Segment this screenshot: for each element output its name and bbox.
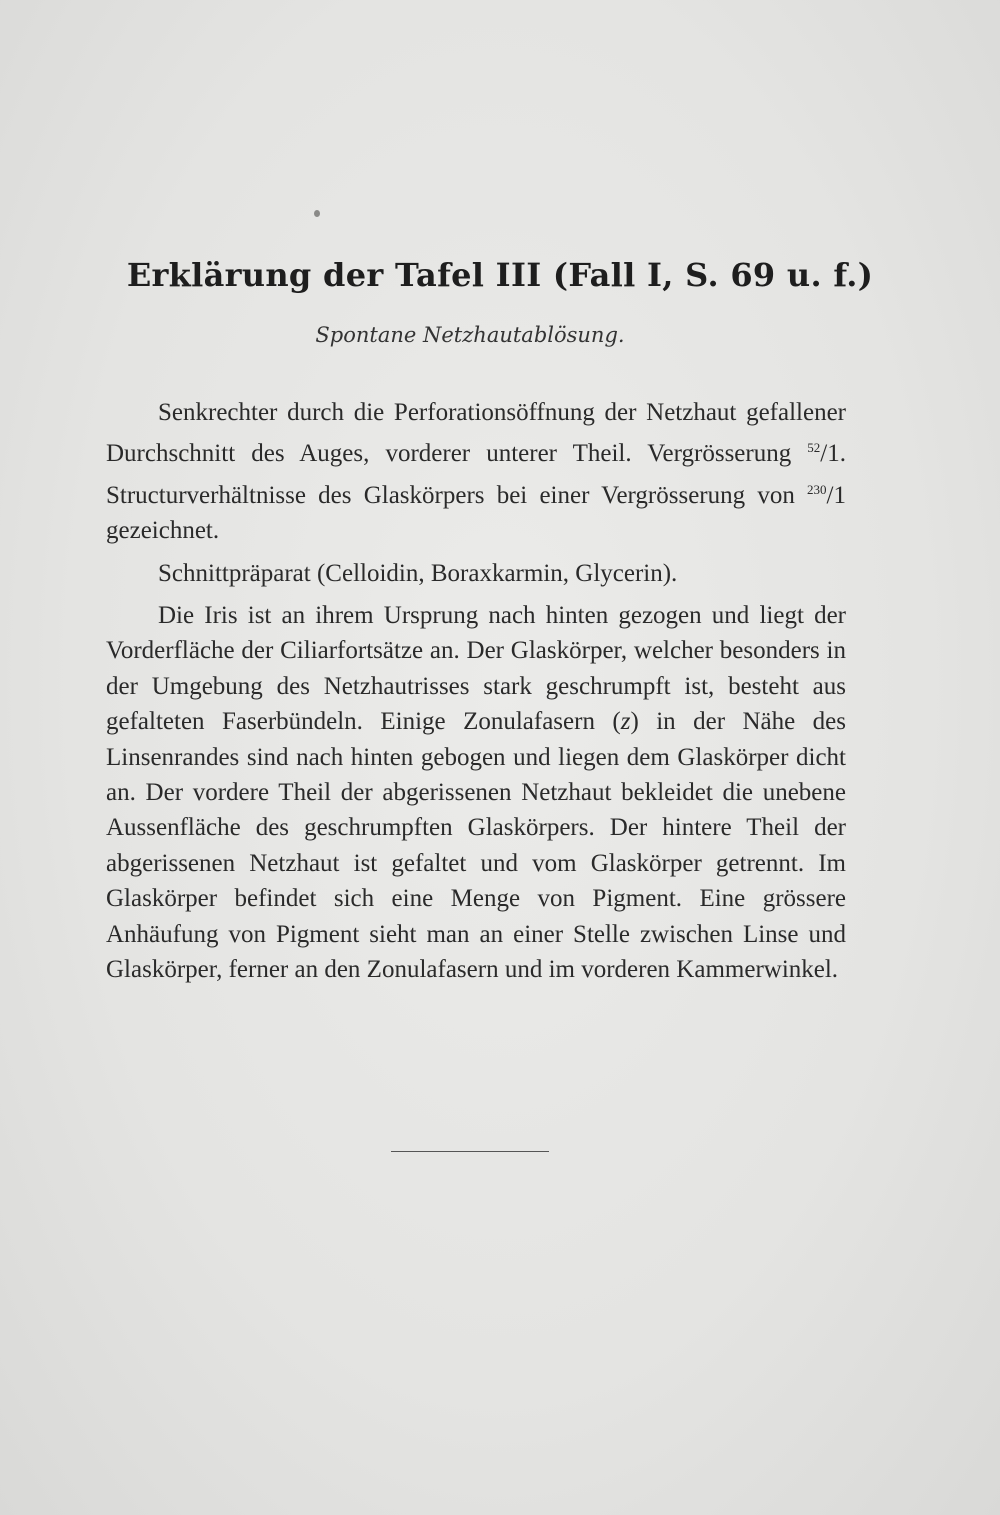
paragraph-1-text-a: Senkrechter durch die Perforationsöffnung der Netzhaut gefallener Durchschnitt des Auges, vorderer unterer Theil. Vergrösserung (106, 399, 846, 468)
fraction-1-numerator: 52 (807, 440, 821, 456)
paragraph-3-text-b: ) in der Nähe des Linsenrandes sind nach hinten gebogen und liegen dem Glaskörper dicht an. Der vordere Theil der abgerissenen Netzhaut bekleidet die unebene Aussenfläche des geschrumpften Glaskörpers. Der hintere Theil der abgerissenen Netzhaut ist gefaltet und vom Glaskörper getrennt. Im Glaskörper befindet sich eine Menge von Pigment. Eine grössere Anhäufung von Pigment sieht man an einer Stelle zwischen Linse und Glaskörper, ferner an den Zonulafasern und im vorderen Kammerwinkel. (106, 708, 846, 984)
page-subtitle: Spontane Netzhautablösung. (315, 323, 625, 347)
paragraph-1-text-b: . Structurverhältnisse des Glaskörpers bei einer Vergrösserung von (106, 440, 846, 509)
divider-rule (391, 1151, 549, 1152)
body-text (106, 395, 846, 988)
paragraph-preparation: Schnittpräparat (Celloidin, Boraxkarmin, Glycerin). (158, 559, 678, 587)
paragraph-3-text-a: Die Iris ist an ihrem Ursprung nach hinten gezogen und liegt der Vorderfläche der Ciliarfortsätze an. Der Glaskörper, welcher besonders in der Umgebung des Netzhautrisses stark geschrumpft ist, besteht aus gefalteten Faserbündeln. Einige Zonulafasern ( (106, 602, 846, 736)
magnification-fraction-2 (807, 482, 846, 509)
label-z: z (620, 708, 631, 736)
ink-speck (314, 210, 320, 217)
paragraph-magnification (106, 395, 846, 549)
paragraph-description (106, 598, 846, 987)
paragraph-1-text-c: gezeichnet. (106, 517, 220, 545)
magnification-fraction-1 (807, 440, 839, 467)
page-title: Erklärung der Tafel III (Fall I, S. 69 u. f.) (126, 256, 874, 294)
fraction-1-denominator: /1 (820, 440, 840, 468)
fraction-2-numerator: 230 (807, 481, 827, 497)
fraction-2-denominator: /1 (826, 481, 846, 509)
